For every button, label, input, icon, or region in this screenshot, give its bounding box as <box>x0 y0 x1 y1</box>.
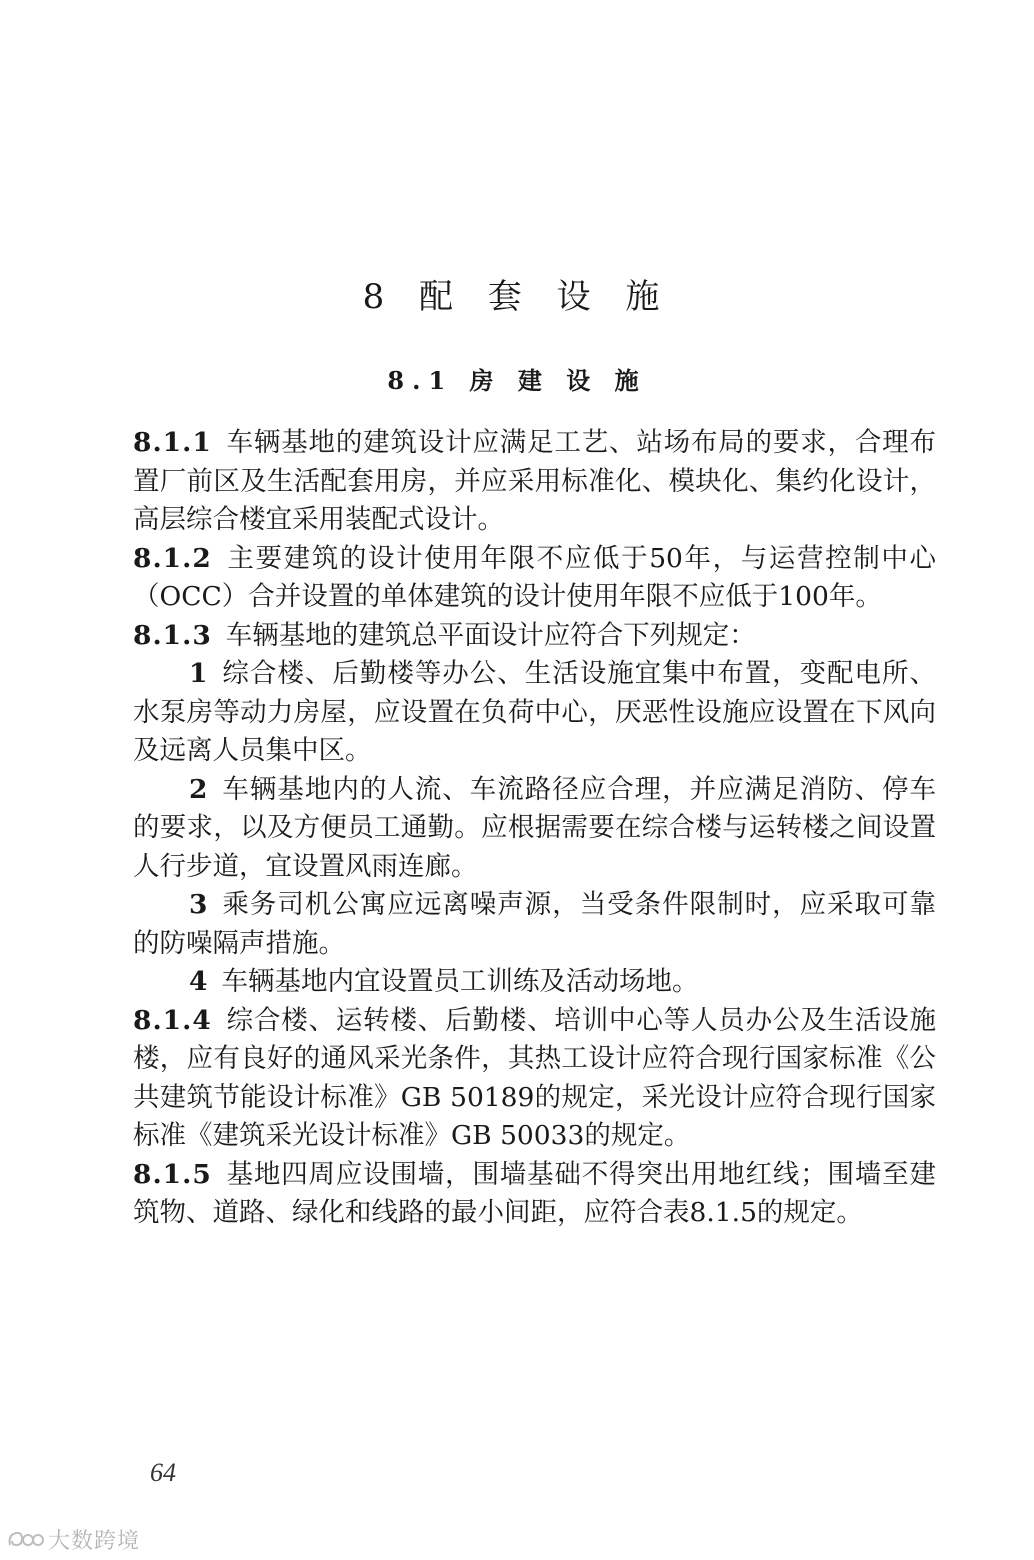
chapter-title: 8 配 套 设 施 <box>362 277 672 317</box>
clause-text: 基地四周应设围墙，围墙基础不得突出用地红线；围墙至建筑物、道路、绿化和线路的最小间距，应符合表8.1.5的规定。 <box>133 1158 936 1228</box>
clause-8-1-1 <box>133 424 936 540</box>
watermark <box>6 1524 140 1555</box>
item-text: 乘务司机公寓应远离噪声源，当受条件限制时，应采取可靠的防噪隔声措施。 <box>133 889 936 959</box>
item-number: 2 <box>189 773 208 805</box>
list-item <box>133 771 936 887</box>
page-number: 64 <box>150 1458 176 1487</box>
clause-8-1-3 <box>133 617 936 656</box>
list-item <box>133 655 936 771</box>
clause-number: 8.1.5 <box>133 1158 212 1190</box>
clause-text: 车辆基地的建筑设计应满足工艺、站场布局的要求，合理布置厂前区及生活配套用房，并应采用标准化、模块化、集约化设计，高层综合楼宜采用装配式设计。 <box>133 427 936 535</box>
clause-number: 8.1.4 <box>133 1004 212 1036</box>
clause-text: 主要建筑的设计使用年限不应低于50年，与运营控制中心（OCC）合并设置的单体建筑的设计使用年限不应低于100年。 <box>133 542 936 612</box>
clause-number: 8.1.2 <box>133 542 212 574</box>
clause-number: 8.1.3 <box>133 619 212 651</box>
brand-logo-icon <box>6 1527 44 1553</box>
item-number: 4 <box>189 966 208 997</box>
item-text: 车辆基地内的人流、车流路径应合理，并应满足消防、停车的要求，以及方便员工通勤。应根据需要在综合楼与运转楼之间设置人行步道，宜设置风雨连廊。 <box>133 773 936 882</box>
item-number: 3 <box>189 889 208 920</box>
clause-text: 车辆基地的建筑总平面设计应符合下列规定： <box>225 619 756 651</box>
section-title: 8.1 房 建 设 施 <box>387 366 647 395</box>
item-text: 综合楼、后勤楼等办公、生活设施宜集中布置，变配电所、水泵房等动力房屋，应设置在负荷中心，厌恶性设施应设置在下风向及远离人员集中区。 <box>133 658 936 766</box>
document-body <box>133 424 936 1233</box>
clause-text: 综合楼、运转楼、后勤楼、培训中心等人员办公及生活设施楼，应有良好的通风采光条件，其热工设计应符合现行国家标准《公共建筑节能设计标准》GB 50189的规定，采光设计应符合现行国家标准《建筑采光设计标准》GB 50033的规定。 <box>133 1004 936 1151</box>
item-number: 1 <box>189 658 208 689</box>
clause-8-1-2 <box>133 540 936 617</box>
list-item <box>133 886 936 963</box>
clause-8-1-5 <box>133 1156 936 1233</box>
clause-number: 8.1.1 <box>133 427 212 458</box>
item-text: 车辆基地内宜设置员工训练及活动场地。 <box>221 966 699 997</box>
watermark-text: 大数跨境 <box>48 1529 141 1554</box>
list-item <box>133 963 936 1002</box>
clause-8-1-4 <box>133 1002 936 1156</box>
